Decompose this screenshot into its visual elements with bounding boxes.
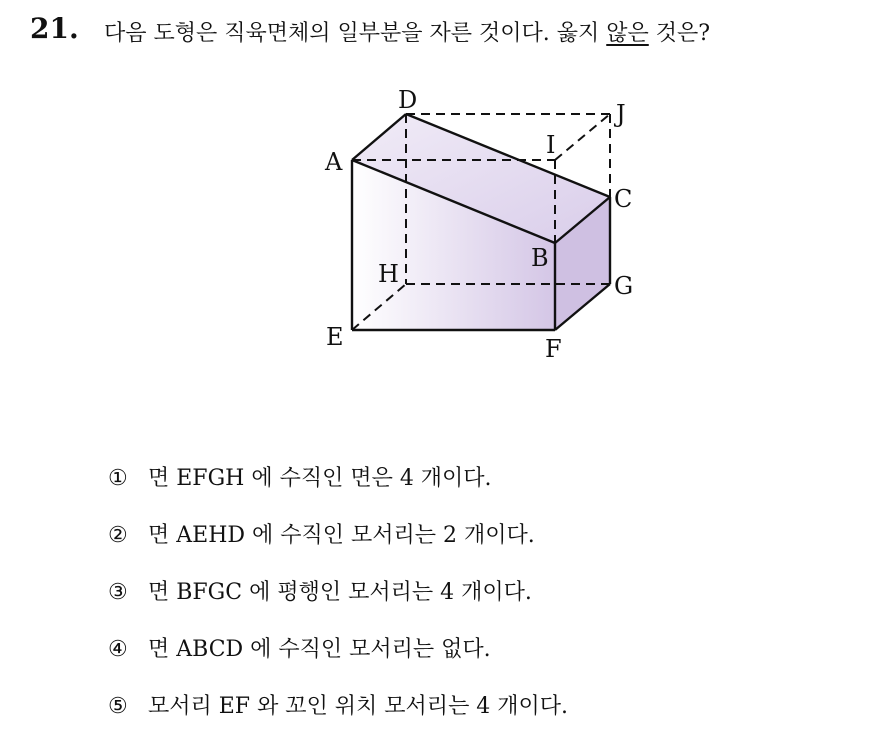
question-underlined-word: 않은: [606, 21, 649, 46]
choice-2-mark: ②: [108, 522, 128, 548]
choice-2-text: 면 AEHD 에 수직인 모서리는 2 개이다.: [148, 522, 535, 548]
choice-2[interactable]: [108, 507, 568, 564]
label-a: A: [325, 148, 343, 176]
question-number: 21.: [30, 12, 79, 45]
label-h: H: [378, 260, 399, 288]
choice-4[interactable]: [108, 621, 568, 678]
figure-svg: [300, 80, 660, 380]
label-d: D: [398, 86, 418, 114]
label-g: G: [614, 272, 634, 300]
edge-ij: [555, 114, 610, 160]
label-i: I: [546, 131, 556, 159]
answer-choices: [108, 450, 568, 735]
choice-5-text: 모서리 EF 와 꼬인 위치 모서리는 4 개이다.: [148, 693, 569, 719]
choice-4-text: 면 ABCD 에 수직인 모서리는 없다.: [148, 636, 491, 662]
choice-3-text: 면 BFGC 에 평행인 모서리는 4 개이다.: [148, 579, 532, 605]
question-text-after: 것은?: [648, 21, 711, 46]
label-e: E: [326, 323, 344, 351]
label-j: J: [616, 100, 626, 128]
question-text-before: 다음 도형은 직육면체의 일부분을 자른 것이다. 옳지: [104, 21, 607, 46]
choice-4-mark: ④: [108, 636, 128, 662]
solid-figure: [300, 80, 660, 384]
choice-1[interactable]: [108, 450, 568, 507]
choice-3[interactable]: [108, 564, 568, 621]
choice-3-mark: ③: [108, 579, 128, 605]
choice-5-mark: ⑤: [108, 693, 128, 719]
choice-5[interactable]: [108, 678, 568, 735]
label-c: C: [614, 185, 633, 213]
choice-1-mark: ①: [108, 465, 128, 491]
label-f: F: [545, 335, 562, 363]
question-text: [104, 16, 710, 47]
choice-1-text: 면 EFGH 에 수직인 면은 4 개이다.: [148, 465, 492, 491]
label-b: B: [531, 244, 549, 272]
